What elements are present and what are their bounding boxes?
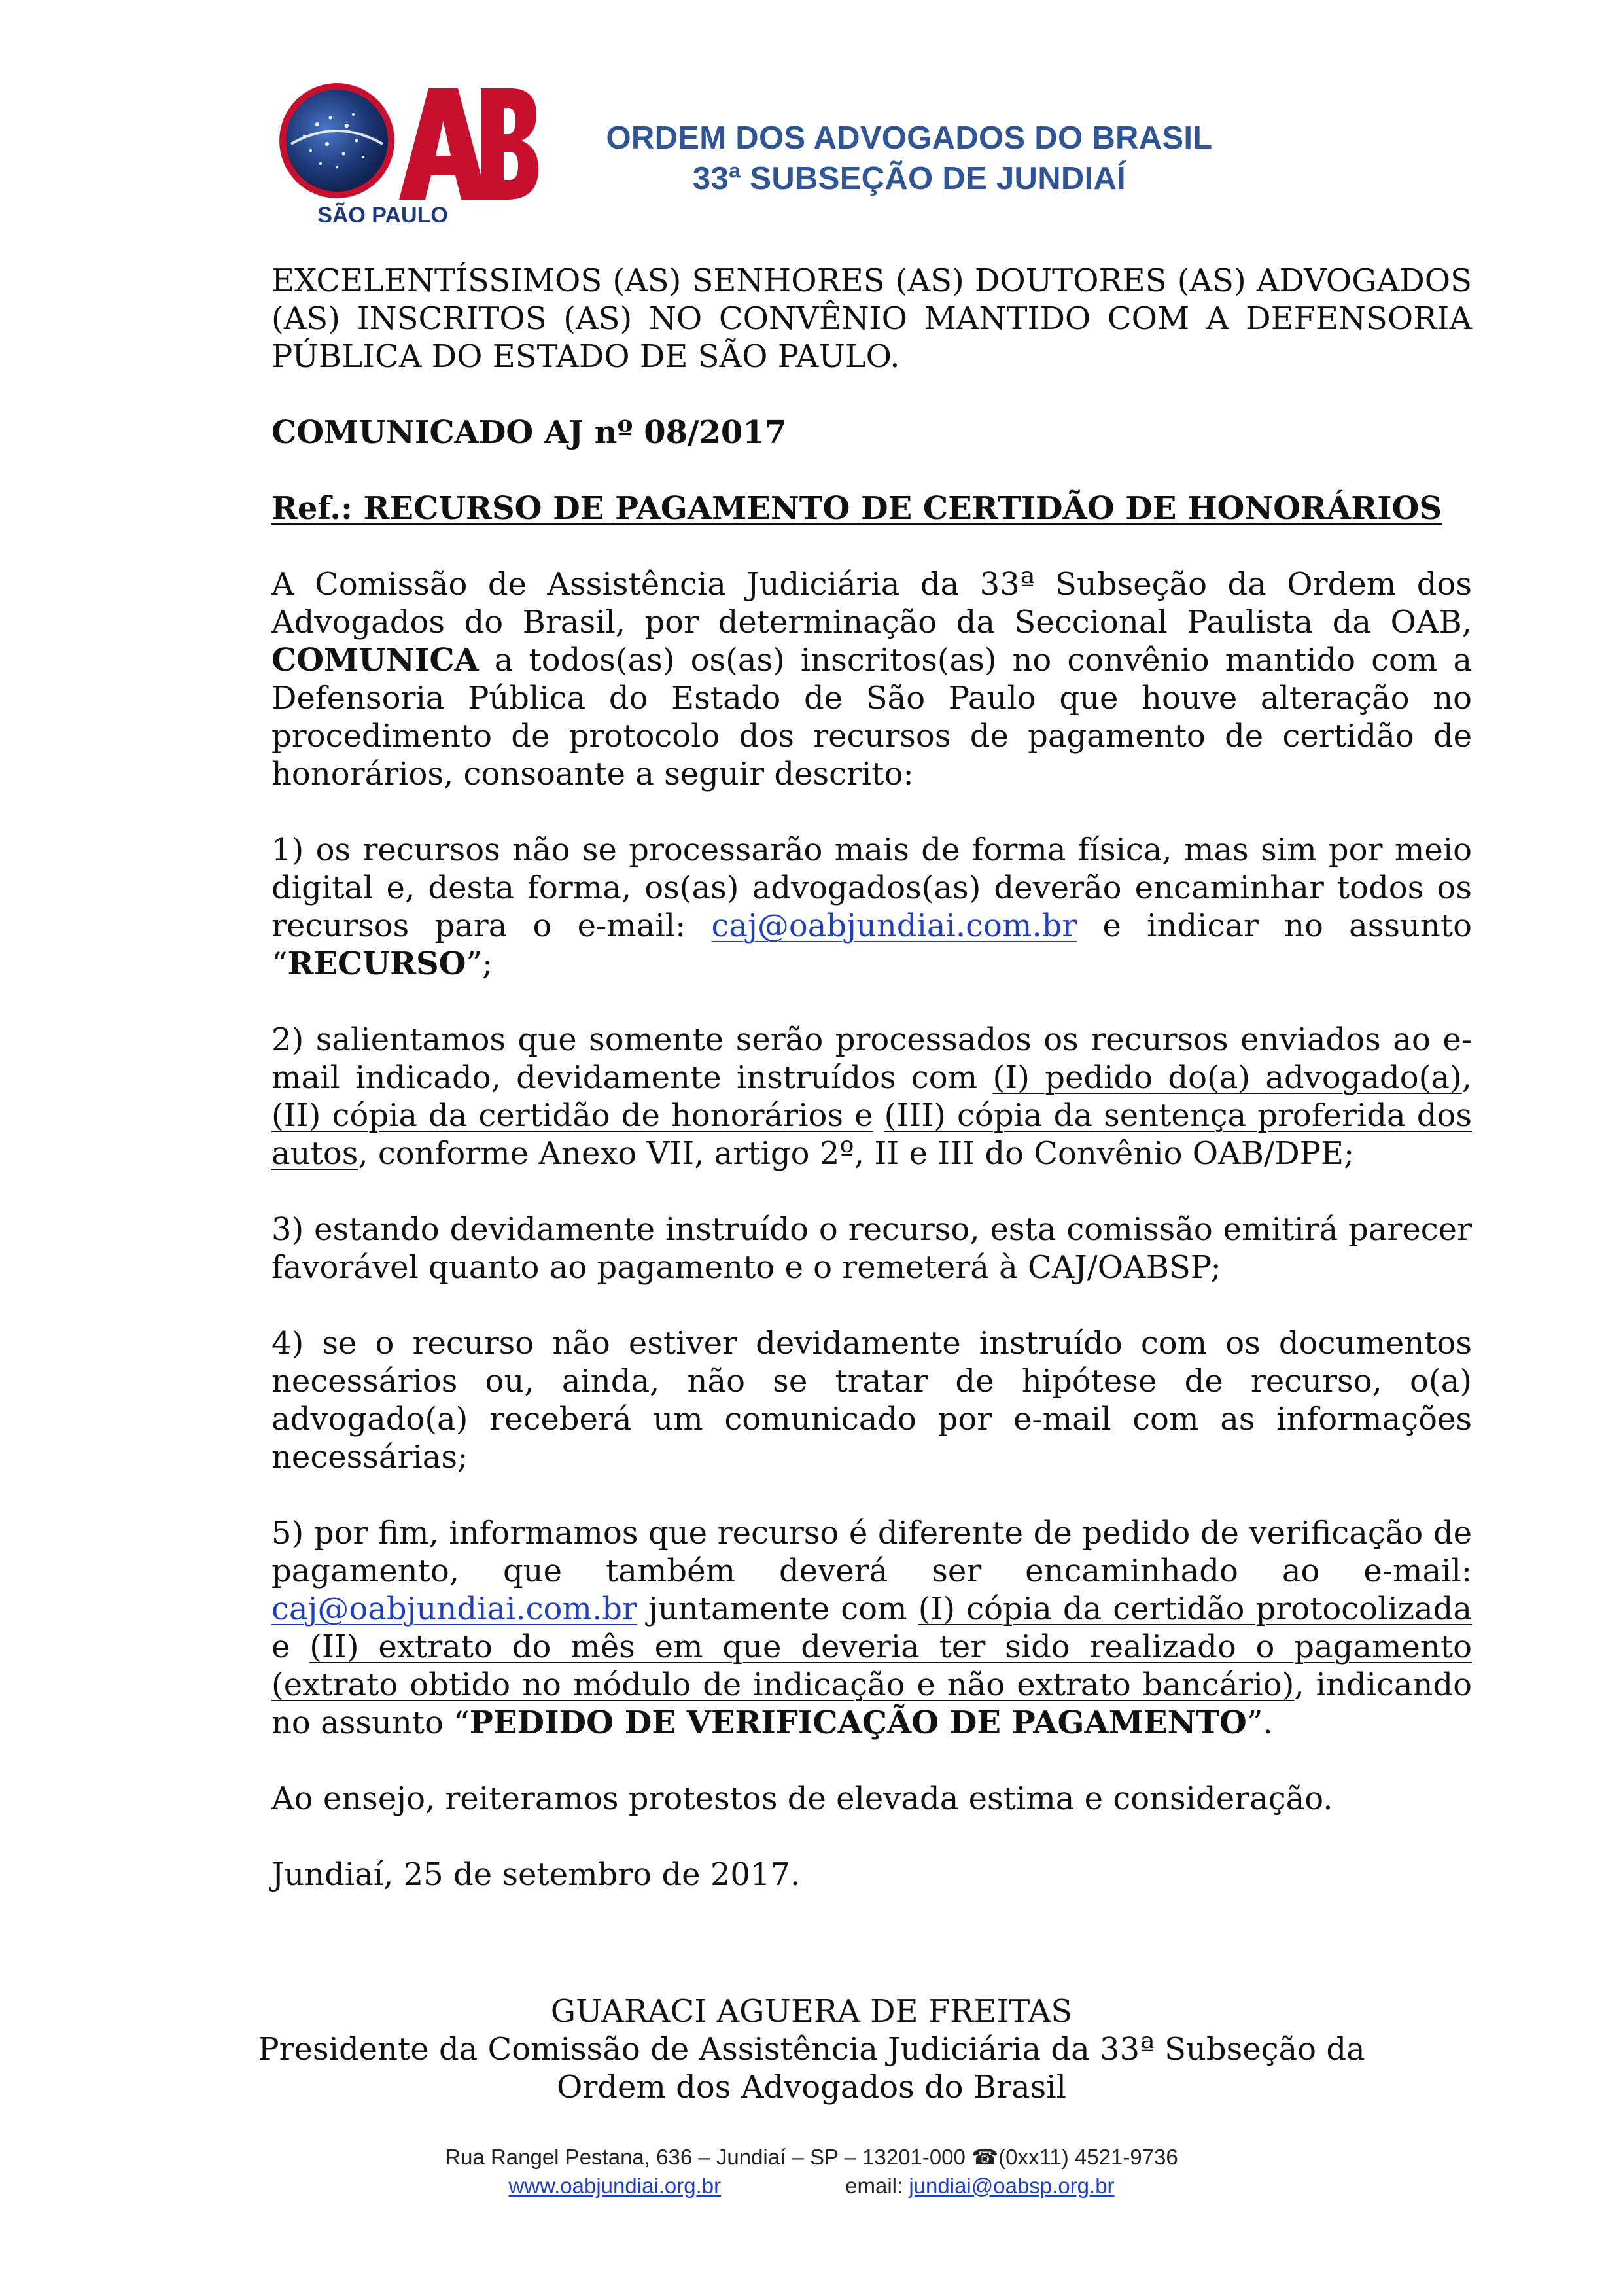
website-link[interactable]: www.oabjundiai.org.br [508, 2174, 722, 2198]
addressee: EXCELENTÍSSIMOS (AS) SENHORES (AS) DOUTORES (AS) ADVOGADOS (AS) INSCRITOS (AS) NO CONVÊNIO MANTIDO COM A DEFENSORIA PÚBLICA DO ESTADO DE SÃO PAULO. [271, 262, 1472, 375]
item-4: 4) se o recurso não estiver devidamente instruído com os documentos necessários ou, ainda, não se tratar de hipótese de recurso, o(a) advogado(a) receberá um comunicado por e-mail com as informações necessárias; [271, 1325, 1472, 1475]
item-2: 2) salientamos que somente serão processados os recursos enviados ao e-mail indicado, devidamente instruídos com (I) pedido do(a) advogado(a), (II) cópia da certidão de honorários e (III) cópia da sentença proferida dos autos, conforme Anexo VII, artigo 2º, II e III do Convênio OAB/DPE; [271, 1021, 1473, 1172]
footer-address: Rua Rangel Pestana, 636 – Jundiaí – SP – 13201-000 [445, 2145, 972, 2169]
footer-email-link[interactable]: jundiai@oabsp.org.br [909, 2174, 1115, 2198]
comunicado-number: COMUNICADO AJ nº 08/2017 [271, 414, 787, 451]
item-1: 1) os recursos não se processarão mais de forma física, mas sim por meio digital e, desta forma, os(as) advogados(as) deverão encaminhar todos os recursos para o e-mail: caj@oabjundiai.com.br e indicar no assunto “RECURSO”; [271, 832, 1472, 982]
email-label: email: [845, 2174, 909, 2198]
letter-body [271, 262, 1472, 1894]
footer-contact-line [196, 2172, 1427, 2200]
item-3: 3) estando devidamente instruído o recurso, esta comissão emitirá parecer favorável quanto ao pagamento e o remeterá à CAJ/OABSP; [271, 1211, 1472, 1286]
signatory-title-cont: Ordem dos Advogados do Brasil [556, 2069, 1067, 2106]
signature-block [196, 1992, 1427, 2106]
organization-title [582, 118, 1236, 199]
footer [196, 2143, 1427, 2200]
org-name-line: ORDEM DOS ADVOGADOS DO BRASIL [606, 120, 1213, 156]
intro-paragraph: A Comissão de Assistência Judiciária da 33ª Subseção da Ordem dos Advogados do Brasil, por determinação da Seccional Paulista da OAB, COMUNICA a todos(as) os(as) inscritos(as) no convênio mantido com a Defensoria Pública do Estado de São Paulo que houve alteração no procedimento de protocolo dos recursos de pagamento de certidão de honorários, consoante a seguir descrito: [271, 566, 1472, 792]
email-link[interactable]: caj@oabjundiai.com.br [271, 1591, 637, 1627]
phone-icon: ☎ [971, 2145, 999, 2169]
closing-line: Ao ensejo, reiteramos protestos de elevada estima e consideração. [271, 1780, 1333, 1817]
subsection-line: 33ª SUBSEÇÃO DE JUNDIAÍ [692, 161, 1126, 196]
item-5: 5) por fim, informamos que recurso é diferente de pedido de verificação de pagamento, que também deverá ser encaminhado ao e-mail: caj@oabjundiai.com.br juntamente com (I) cópia da certidão protocolizada e (II) extrato do mês em que deveria ter sido realizado o pagamento (extrato obtido no módulo de indicação e não extrato bancário), indicando no assunto “PEDIDO DE VERIFICAÇÃO DE PAGAMENTO”. [271, 1515, 1473, 1741]
email-link[interactable]: caj@oabjundiai.com.br [711, 908, 1077, 944]
reference-line: Ref.: RECURSO DE PAGAMENTO DE CERTIDÃO DE HONORÁRIOS [271, 490, 1442, 527]
footer-address-line [196, 2143, 1427, 2172]
signatory-name: GUARACI AGUERA DE FREITAS [550, 1993, 1073, 2030]
date-line: Jundiaí, 25 de setembro de 2017. [271, 1856, 801, 1893]
footer-phone: (0xx11) 4521-9736 [998, 2145, 1178, 2169]
oab-logo [265, 79, 540, 232]
signatory-title: Presidente da Comissão de Assistência Judiciária da 33ª Subseção da [258, 2031, 1365, 2068]
logo-region-label: SÃO PAULO [317, 203, 448, 228]
